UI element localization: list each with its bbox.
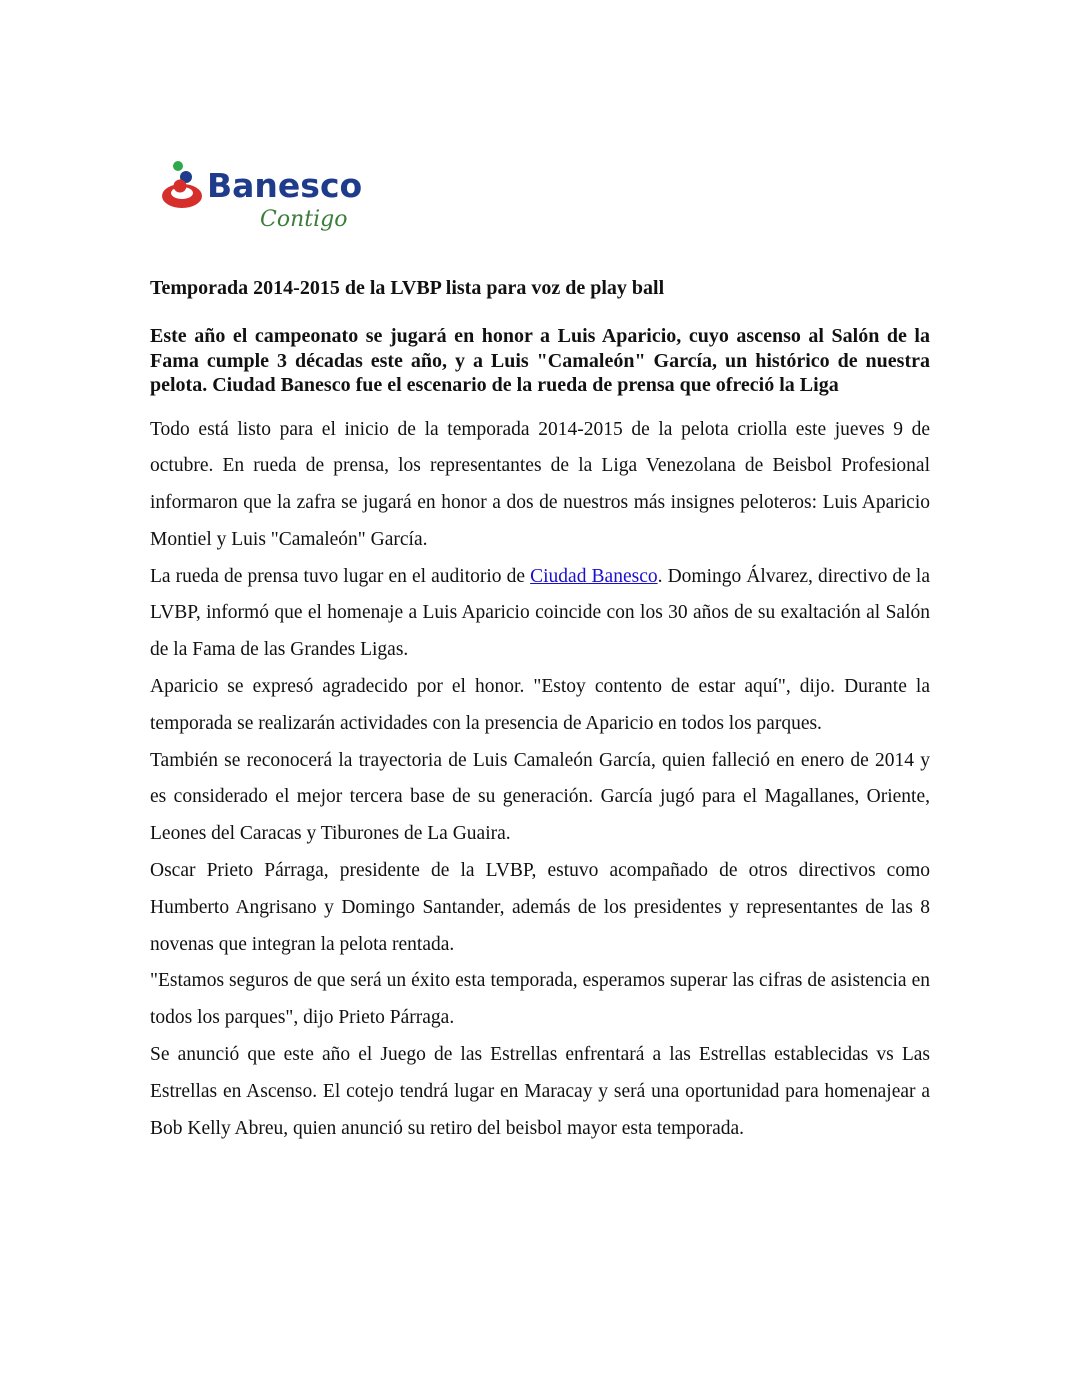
ciudad-banesco-link[interactable]: Ciudad Banesco bbox=[530, 565, 658, 587]
paragraph-3: Aparicio se expresó agradecido por el honor. "Estoy contento de estar aquí", dijo. Durante la temporada se realizarán actividades con la presencia de Aparicio en todos los parques. bbox=[150, 676, 930, 734]
logo-brand-text: Banesco bbox=[207, 166, 363, 205]
banesco-logo-graphic bbox=[160, 160, 400, 250]
paragraph-4: También se reconocerá la trayectoria de Luis Camaleón García, quien falleció en enero de 2014 y es considerado el mejor tercera base de su generación. García jugó para el Magallanes, Oriente, Leones del Caracas y Tiburones de La Guaira. bbox=[150, 749, 930, 845]
paragraph-2-text-after: . Domingo Álvarez, directivo de la LVBP, informó que el homenaje a Luis Aparicio coincide con los 30 años de su exaltación al Salón de la Fama de las Grandes Ligas. bbox=[150, 565, 930, 661]
logo-green-dot bbox=[173, 161, 183, 171]
paragraph-6: "Estamos seguros de que será un éxito esta temporada, esperamos superar las cifras de asistencia en todos los parques", dijo Prieto Párraga. bbox=[150, 970, 930, 1029]
paragraph-5: Oscar Prieto Párraga, presidente de la LVBP, estuvo acompañado de otros directivos como Humberto Angrisano y Domingo Santander, además de los presidentes y representantes de las 8 novenas que integran la pelota rentada. bbox=[150, 860, 930, 955]
paragraph-7: Se anunció que este año el Juego de las Estrellas enfrentará a las Estrellas establecidas vs Las Estrellas en Ascenso. El cotejo tendrá lugar en Maracay y será una oportunidad para homenajear a Bob Kelly Abreu, quien anunció su retiro del beisbol mayor esta temporada. bbox=[150, 1044, 930, 1139]
logo-red-head bbox=[174, 180, 187, 193]
logo-tagline-text: Contigo bbox=[260, 207, 348, 232]
article bbox=[150, 274, 930, 1147]
article-subtitle: Este año el campeonato se jugará en honor a Luis Aparicio, cuyo ascenso al Salón de la Fama cumple 3 décadas este año, y a Luis "Camaleón" García, un histórico de nuestra pelota. Ciudad Banesco fue el escenario de la rueda de prensa que ofreció la Liga bbox=[150, 325, 930, 396]
banesco-logo bbox=[160, 160, 400, 250]
paragraph-1: Todo está listo para el inicio de la temporada 2014-2015 de la pelota criolla este jueves 9 de octubre. En rueda de prensa, los representantes de la Liga Venezolana de Beisbol Profesional informaron que la zafra se jugará en honor a dos de nuestros más insignes peloteros: Luis Aparicio Montiel y Luis "Camaleón" García. bbox=[150, 418, 930, 550]
paragraph-2-text-before: La rueda de prensa tuvo lugar en el auditorio de bbox=[150, 565, 531, 587]
article-title: Temporada 2014-2015 de la LVBP lista para voz de play ball bbox=[150, 277, 665, 299]
paragraph-2 bbox=[150, 559, 930, 669]
